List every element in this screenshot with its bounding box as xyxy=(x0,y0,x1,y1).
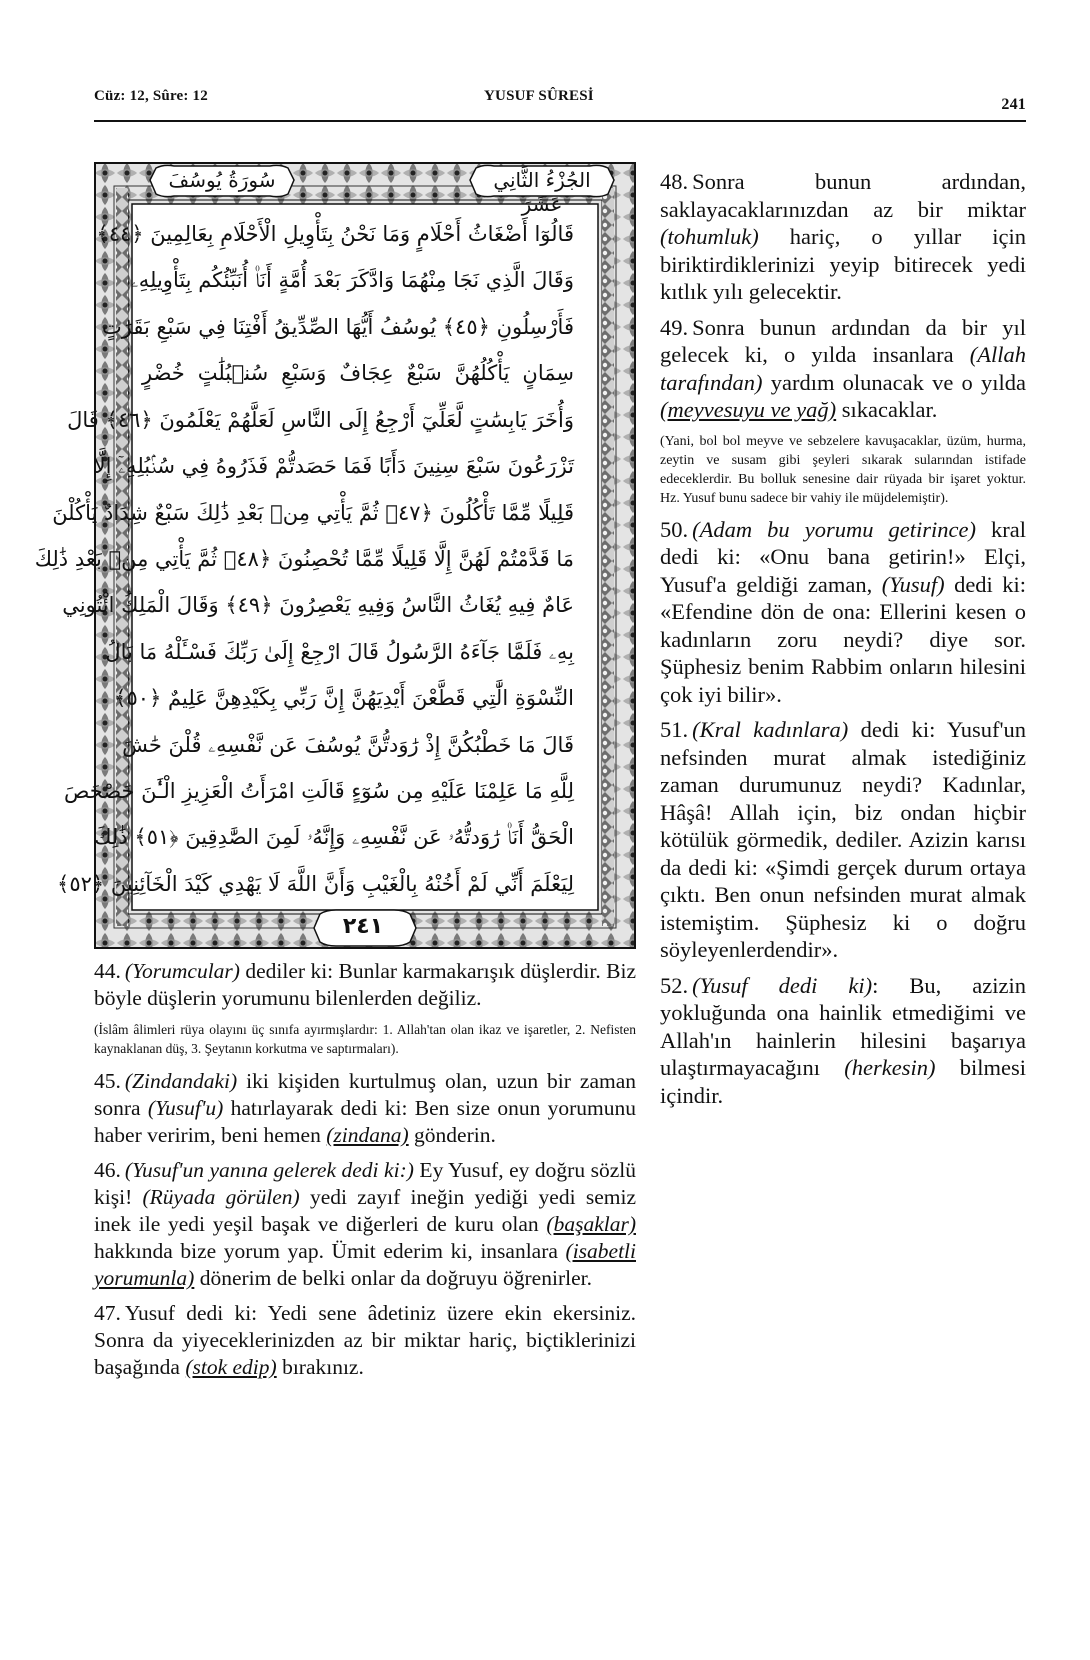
translation-column-right xyxy=(660,168,1026,1117)
verse-52: 52. (Yusuf dedi ki): Bu, azizin yokluğunda ona hainlik etmediğimi ve Allah'ın hainlerin hilesini başarıya ulaştırmayacağını (herkesin) bilmesi içindir. xyxy=(660,972,1026,1108)
juz-name-cartouche: الجُزْءُ الثَّانِي عَشَرَ xyxy=(493,168,591,216)
arabic-line: بِهِۦ فَلَمَّا جَآءَهُ الرَّسُولُ قَالَ ارْجِعْ إِلَىٰ رَبِّكَ فَسْـَٔلْهُ مَا بَالُ xyxy=(105,639,574,664)
arabic-line: قَلِيلًا مِّمَّا تَأْكُلُونَ ﴿٤٧﴾ ثُمَّ يَأْتِي مِنۢ بَعْدِ ذَٰلِكَ سَبْعٌ شِدَادٌ يَأْكُلْنَ xyxy=(52,500,574,525)
sura-name-cartouche: سُورَةُ يُوسُفَ xyxy=(168,168,276,192)
arabic-line: سِمَانٍ يَأْكُلُهُنَّ سَبْعٌ عِجَافٌ وَسَبْعِ سُنۢبُلَٰتٍ خُضْرٍ xyxy=(142,361,574,386)
arabic-line: تَزْرَعُونَ سَبْعَ سِنِينَ دَأَبًا فَمَا حَصَدتُّمْ فَذَرُوهُ فِي سُنۢبُلِهِۦٓ إِلَّا xyxy=(93,454,574,479)
running-header xyxy=(94,88,1026,114)
arabic-line: النِّسْوَةِ الَّٰتِي قَطَّعْنَ أَيْدِيَهُنَّ إِنَّ رَبِّي بِكَيْدِهِنَّ عَلِيمٌ ﴿٥٠﴾ xyxy=(114,686,574,711)
arabic-line: قَالَ مَا خَطْبُكُنَّ إِذْ رَٰوَدتُّنَّ يُوسُفَ عَن نَّفْسِهِۦ قُلْنَ حَٰشَ xyxy=(122,732,574,757)
header-rule xyxy=(94,120,1026,122)
arabic-line: مَا قَدَّمْتُمْ لَهُنَّ إِلَّا قَلِيلًا مِّمَّا تُحْصِنُونَ ﴿٤٨﴾ ثُمَّ يَأْتِي مِنۢ بَعْدِ ذَٰلِكَ xyxy=(34,546,574,571)
mushaf-panel xyxy=(34,162,636,949)
page-number: 241 xyxy=(1001,96,1026,113)
arabic-line: قَالُوٓا أَضْغَاثُ أَحْلَامٍ وَمَا نَحْنُ بِتَأْوِيلِ الْأَحْلَامِ بِعَالِمِينَ ﴿٤٤﴾ xyxy=(96,222,574,246)
mushaf-page-number: ٢٤١ xyxy=(342,914,384,939)
note-44: (İslâm âlimleri rüya olayını üç sınıfa ayırmışlardır: 1. Allah'tan olan ikaz ve işaretler, 2. Nefisten kaynaklanan düş, 3. Şeytanın korkutma ve saptırmaları). xyxy=(94,1022,636,1056)
verse-51: 51. (Kral kadınlara) dedi ki: Yusuf'un nefsinden murat almak istediğiniz zaman durumunuz neydi? Kadınlar, Hâşâ! Allah için, biz ondan hiçbir kötülük görmedik, dediler. Azizin karısı da dedi ki: «Şimdi gerçek durum ortaya çıktı. Ben onun nefsinden murat almak istemiştim. Şüphesiz ki o doğru söyleyenlerdendir». xyxy=(660,717,1027,962)
arabic-line: وَأُخَرَ يَابِسَٰتٍ لَّعَلِّيٓ أَرْجِعُ إِلَى النَّاسِ لَعَلَّهُمْ يَعْلَمُونَ ﴿٤٦﴾ قَالَ xyxy=(67,407,574,432)
arabic-line: وَقَالَ الَّذِي نَجَا مِنْهُمَا وَادَّكَرَ بَعْدَ أُمَّةٍ أَنَا۠ أُنَبِّئُكُم بِتَأْوِيلِهِۦ xyxy=(130,268,574,293)
verse-45: 45. (Zindandaki) iki kişiden kurtulmuş olan, uzun bir zaman sonra (Yusuf'u) hatırlayarak dedi ki: Ben size onun yorumunu haber veririm, beni hemen (zindana) gönderin. xyxy=(94,1069,636,1147)
arabic-line: لِلَّهِ مَا عَلِمْنَا عَلَيْهِ مِن سُوٓءٍ قَالَتِ امْرَأَتُ الْعَزِيزِ الْـَٰٔنَ حَصْحَصَ xyxy=(64,779,574,804)
sura-title: YUSUF SÛRESİ xyxy=(484,88,594,104)
translation-column-left xyxy=(94,958,636,1389)
verse-50: 50. (Adam bu yorumu getirince) kral dedi ki: «Onu bana getirin!» Elçi, Yusuf'a geldiği zaman, (Yusuf) dedi ki: «Efendine dön de ona: Ellerini kesen o kadınların zoru neydi? diye sor. Şüphesiz benim Rabbim onların hilesini çok iyi bilir». xyxy=(660,516,1026,707)
arabic-line: الْحَقُّ أَنَا۠ رَٰوَدتُّهُۥ عَن نَّفْسِهِۦ وَإِنَّهُۥ لَمِنَ الصَّٰدِقِينَ ﴿٥١﴾ ذَٰلِكَ xyxy=(94,825,574,850)
verse-47: 47. Yusuf dedi ki: Yedi sene âdetiniz üzere ekin ekersiniz. Sonra da yiyeceklerinizden az bir miktar hariç, biçtiklerinizi başağında (stok edip) bırakınız. xyxy=(94,1301,636,1379)
arabic-line: فَأَرْسِلُونِ ﴿٤٥﴾ يُوسُفُ أَيُّهَا الصِّدِّيقُ أَفْتِنَا فِي سَبْعِ بَقَرَٰتٍ xyxy=(101,314,574,339)
verse-44: 44. (Yorumcular) dediler ki: Bunlar karmakarışık düşlerdir. Biz böyle düşlerin yorumunu bilenlerden değiliz. xyxy=(94,959,636,1010)
note-49: (Yani, bol bol meyve ve sebzelere kavuşacaklar, üzüm, hurma, zeytin ve susam gibi şeyleri sıkarak sularından istifade edeceklerdir. Bu bolluk senesine dair rüyada bir işaret yoktur. Hz. Yusuf bunu sadece bir vahiy ile müjdelemiştir). xyxy=(660,433,1026,506)
verse-48: 48. Sonra bunun ardından, saklayacaklarınızdan az bir miktar (tohumluk) hariç, o yıllar için biriktirdiklerinizi yeyip bitirecek yedi kıtlık yılı gelecektir. xyxy=(660,169,1026,304)
arabic-text-block xyxy=(34,214,574,908)
arabic-line: لِيَعْلَمَ أَنِّي لَمْ أَخُنْهُ بِالْغَيْبِ وَأَنَّ اللَّهَ لَا يَهْدِي كَيْدَ الْخَآئِنِينَ ﴿٥٢﴾ xyxy=(57,871,574,896)
verse-46: 46. (Yusuf'un yanına gelerek dedi ki:) Ey Yusuf, ey doğru sözlü kişi! (Rüyada görülen) yedi zayıf ineğin yediği yedi semiz inek ile yedi yeşil başak ve diğerleri de kuru olan (başaklar) hakkında bize yorum yap. Ümit ederim ki, insanlara (isabetli yorumunla) dönerim de belki onlar da doğruyu öğrenirler. xyxy=(94,1158,637,1290)
arabic-line: عَامٌ فِيهِ يُغَاثُ النَّاسُ وَفِيهِ يَعْصِرُونَ ﴿٤٩﴾ وَقَالَ الْمَلِكُ ائْتُونِي xyxy=(62,593,574,618)
juz-sura-label: Cüz: 12, Sûre: 12 xyxy=(94,88,208,104)
verse-49: 49. Sonra bunun ardından da bir yıl gelecek ki, o yılda insanlara (Allah tarafından) yardım olunacak ve o yılda (meyvesuyu ve yağ) sıkacaklar. xyxy=(660,314,1026,422)
